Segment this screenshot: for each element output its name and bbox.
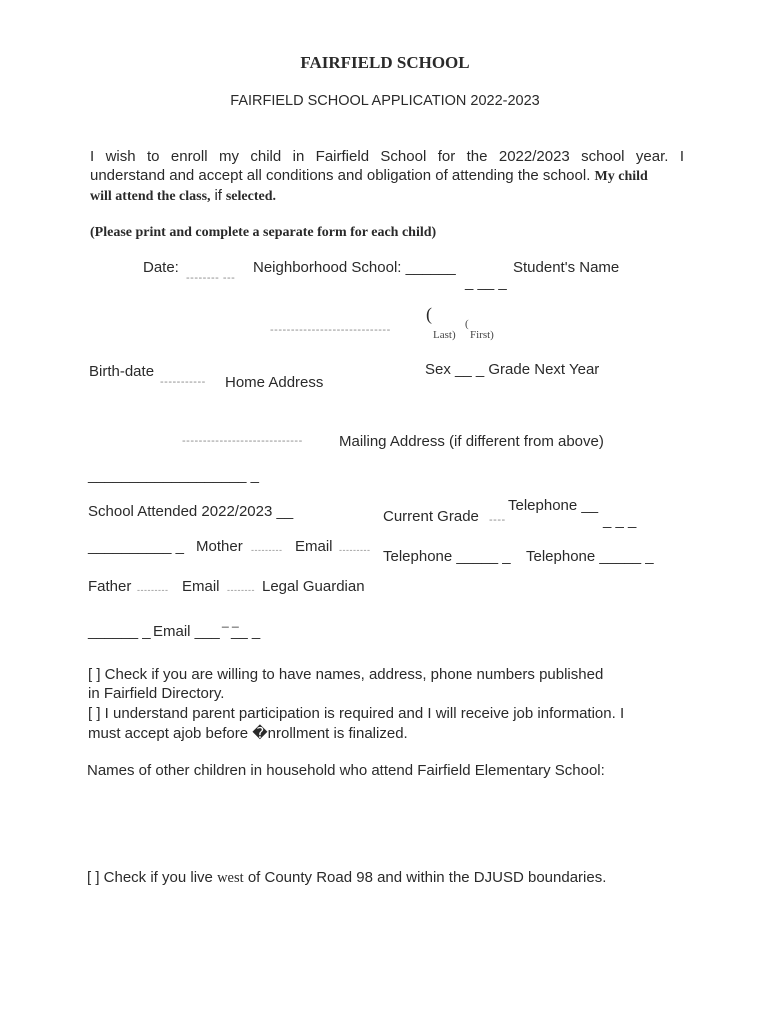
home-address-label: Home Address: [225, 374, 324, 391]
mailing-address-label: Mailing Address (if different from above): [339, 433, 604, 450]
telephone-label-3: Telephone _____ _: [526, 548, 654, 565]
directory-check-line-2: in Fairfield Directory.: [88, 685, 225, 702]
other-children-label: Names of other children in household who attend Fairfield Elementary School:: [87, 762, 605, 779]
father-email-label: Email: [182, 578, 220, 595]
mother-email-label: Email: [295, 538, 333, 555]
mother-label: Mother: [196, 538, 243, 555]
participation-check-line-1[interactable]: [ ] I understand parent participation is required and I will receive job information. I: [88, 705, 625, 722]
guardian-email-field[interactable]: __ _: [231, 623, 261, 640]
west-check-text-a: [ ] Check if you live: [87, 869, 213, 886]
student-name-field[interactable]: _ __ _: [465, 274, 507, 291]
mother-email-field[interactable]: ---------: [339, 545, 371, 555]
intro-line-3: [90, 187, 276, 205]
school-attended-label: School Attended 2022/2023 __: [88, 503, 294, 520]
intro-line-3-b: if: [214, 187, 222, 204]
telephone-label-1: Telephone __: [508, 497, 599, 514]
intro-line-3-a: will attend the class,: [90, 189, 211, 204]
date-field[interactable]: -------- ---: [186, 272, 236, 284]
sex-grade-label: Sex __ _ Grade Next Year: [425, 361, 600, 378]
home-address-line[interactable]: -----------------------------: [182, 435, 303, 447]
student-name-label: Student's Name: [513, 259, 620, 276]
first-name-paren: (: [465, 318, 469, 330]
intro-line-2-emphasis: My child: [594, 169, 648, 184]
instruction-note: (Please print and complete a separate form for each child): [90, 225, 437, 240]
guardian-name-line[interactable]: ______ _: [88, 623, 151, 640]
birthdate-field[interactable]: -----------: [160, 376, 206, 388]
legal-guardian-label: Legal Guardian: [262, 578, 365, 595]
date-label: Date:: [143, 259, 179, 276]
student-name-line[interactable]: -----------------------------: [270, 324, 391, 336]
birthdate-label: Birth-date: [89, 363, 155, 380]
name-paren: (: [426, 304, 432, 324]
form-title: FAIRFIELD SCHOOL: [300, 53, 470, 72]
mother-field[interactable]: ---------: [251, 545, 283, 555]
father-email-field[interactable]: --------: [227, 585, 255, 595]
west-check-text-b: west: [217, 870, 244, 886]
mother-name-line[interactable]: __________ _: [88, 538, 184, 555]
intro-line-2: [90, 167, 648, 185]
west-check-text-c: of County Road 98 and within the DJUSD boundaries.: [247, 869, 607, 886]
intro-line-2-text: understand and accept all conditions and obligation of attending the school.: [90, 167, 591, 184]
participation-check-line-2: must accept ajob before �nrollment is finalized.: [88, 725, 408, 742]
intro-line-1: I wish to enroll my child in Fairfield School for the 2022/2023 school year. I: [90, 148, 684, 165]
telephone-field-1[interactable]: _ _ _: [603, 512, 637, 529]
directory-check-line-1[interactable]: [ ] Check if you are willing to have names, address, phone numbers published: [88, 666, 604, 683]
form-subtitle: FAIRFIELD SCHOOL APPLICATION 2022-2023: [230, 93, 540, 109]
guardian-email-marks: _ _: [222, 614, 239, 628]
father-label: Father: [88, 578, 132, 595]
father-field[interactable]: ---------: [137, 585, 169, 595]
telephone-label-2: Telephone _____ _: [383, 548, 511, 565]
guardian-email-label: Email ___: [153, 623, 220, 640]
last-name-label: Last): [433, 329, 456, 341]
intro-line-3-c: selected.: [225, 189, 276, 204]
first-name-label: First): [470, 329, 494, 341]
west-county-check[interactable]: [87, 869, 606, 887]
neighborhood-school-label: Neighborhood School: ______: [253, 259, 456, 276]
current-grade-field[interactable]: ----: [489, 514, 506, 526]
mailing-address-line[interactable]: ___________________ _: [88, 467, 260, 484]
current-grade-label: Current Grade: [383, 508, 479, 525]
